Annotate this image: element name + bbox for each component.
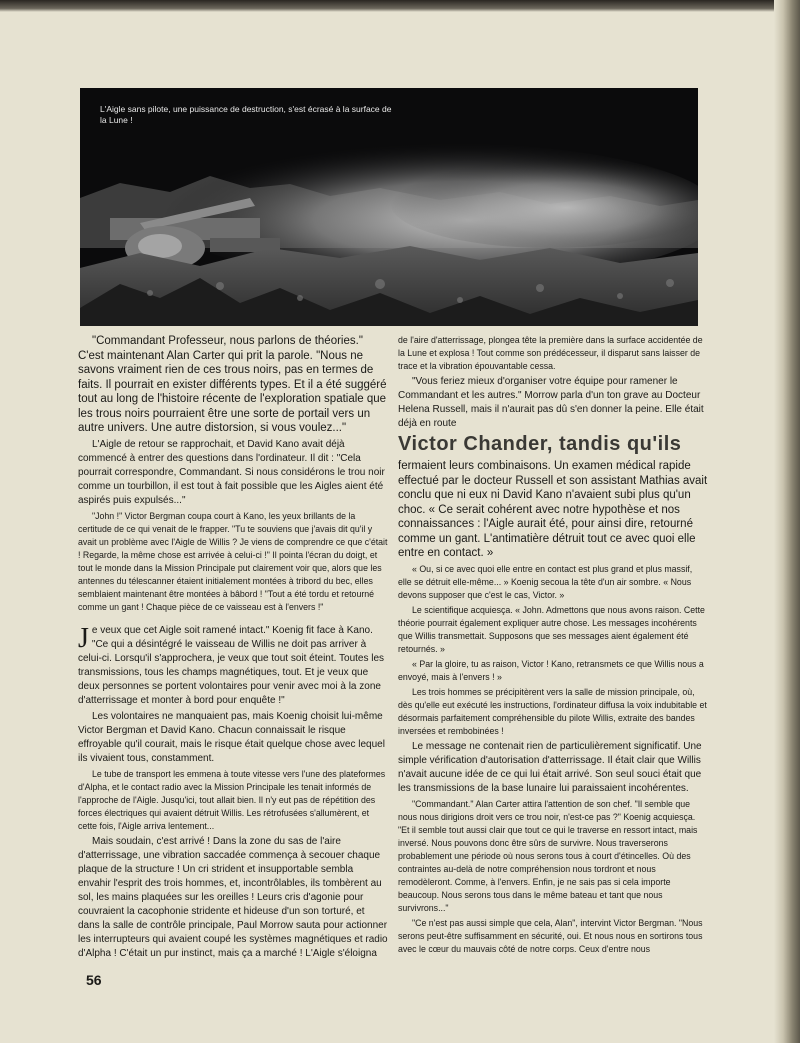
paragraph: Les trois hommes se précipitèrent vers la salle de mission principale, où, dès qu'elle eut exécuté les instructions, l'ordinateur diffusa la voix indubitable et désormais parfaitement compréhensible du pilote Willis, extraite des bandes inversées et rembobinées !	[398, 686, 707, 736]
paragraph-text: e veux que cet Aigle soit ramené intact." Koenig fit face à Kano. "Ce qui a désintégré le vaisseau de Willis ne doit pas arriver à celui-ci. Lorsqu'il s'approchera, je veux que tout soit éteint. Toutes les transmissions, tous les champs magnétiques, tout. Et je veux que deux personnes se portent volontaires pour venir avec moi à la zone d'atterrissage et monter à bord pour enquête !"	[78, 624, 385, 706]
paragraph: "John !" Victor Bergman coupa court à Kano, les yeux brillants de la certitude de ce qui venait de le frapper. "Tu te souviens que j'avais dit qu'il y avait un problème avec l'Aigle de Willis ? Je viens de comprendre ce que c'était ! Regarde, la même chose est arrivée à celui-ci !" Il pointa l'écran du doigt, et tout le monde dans la Mission Principale put clairement voir que, alors que les antennes du télescanner étaient initialement montées à tribord du bec, elles semblaient maintenant être montées à bâbord ! "Tout a été tordu et retourné comme un gant ! Chaque pièce de ce vaisseau est à l'envers !"	[78, 510, 388, 612]
paragraph: "Commandant Professeur, nous parlons de théories." C'est maintenant Alan Carter qui prit la parole. "Nous ne savons vraiment rien de ces trous noirs, pas en termes de faits. Il pourrait en exister différents types. Et il a été suggéré tout au long de l'histoire récente de l'exploration spatiale que les trous noirs pourraient être une sorte de portail vers un autre univers. Une autre distorsion, si vous voulez..."	[78, 335, 387, 434]
paragraph: de l'aire d'atterrissage, plongea tête la première dans la surface accidentée de la Lune et explosa ! Tout comme son prédécesseur, il disparut sans laisser de trace et la vibration épouvantable cessa.	[398, 335, 703, 371]
page-binding-shadow	[774, 0, 800, 1043]
text-column-left	[78, 334, 388, 963]
paragraph: "Commandant." Alan Carter attira l'attention de son chef. "Il semble que nous nous dirigions droit vers ce trou noir, n'est-ce pas ?" Koenig acquiesça. "Et il semble tout aussi clair que tout ce qui le traverse en ressort intact, mais inversé. Nous pouvons donc être sûrs de survivre. Nous traverserons probablement une période où nous serons tous à court d'étincelles. Où des contraintes au-delà de notre compréhension nous tordront et nous remodèleront. Comme, à l'envers. Enfin, je ne sais pas si cela importe beaucoup. Nous serons tous dans le même bateau et tant que nous survivrons..."	[398, 798, 698, 913]
text-column-right	[398, 334, 708, 958]
page-number: 56	[86, 972, 102, 988]
paragraph-with-dropcap	[78, 624, 388, 708]
paragraph: « Par la gloire, tu as raison, Victor ! Kano, retransmets ce que Willis nous a envoyé, mais à l'envers ! »	[398, 658, 704, 682]
paragraph: Le scientifique acquiesça. « John. Admettons que nous avons raison. Cette théorie pourrait également expliquer autre chose. Les messages incohérents que Willis transmettait. Supposons que ses messages aient également été retournés. »	[398, 604, 705, 654]
dropcap: J	[78, 622, 89, 654]
paragraph: fermaient leurs combinaisons. Un examen médical rapide effectué par le docteur Russell et son assistant Mathias avait conclu que ni eux ni David Kano n'avaient subi plus qu'un choc. « Ce serait cohérent avec notre hypothèse et nos connaissances : l'Aigle aurait été, pour ainsi dire, retourné comme un gant. L'antimatière détruit tout ce avec quoi elle entre en contact. »	[398, 460, 708, 559]
page-top-edge	[0, 0, 800, 12]
paragraph: « Ou, si ce avec quoi elle entre en contact est plus grand et plus massif, elle se détruit elle-même... » Koenig secoua la tête d'un air sombre. « Nous devons supposer que c'est le cas, Victor. »	[398, 563, 693, 600]
paragraph: "Vous feriez mieux d'organiser votre équipe pour ramener le Commandant et les autres." Morrow parla d'un ton grave au Docteur Helena Russell, mais il n'aurait pas dû s'en donner la peine. Elle était déjà en route	[398, 376, 704, 429]
pull-quote: Victor Chander, tandis qu'ils	[398, 433, 682, 455]
paragraph: Le message ne contenait rien de particulièrement significatif. Une simple vérification d'autorisation d'atterrissage. Il était clair que Willis n'avait aucune idée de ce qui lui était arrivé. Son seul souci était que les transmissions de la base lunaire lui paraissaient incohérentes.	[398, 740, 702, 794]
paragraph: Le tube de transport les emmena à toute vitesse vers l'une des plateformes d'Alpha, et le contact radio avec la Mission Principale les tenait informés de l'approche de l'Aigle. Jusqu'ici, tout allait bien. Il n'y eut pas de répétition des forces électriques qui avaient détruit Willis. Les rétrofusées s'allumèrent, et cette fois, l'Aigle arriva lentement...	[78, 768, 386, 831]
paragraph: L'Aigle de retour se rapprochait, et David Kano avait déjà commencé à entrer des questions dans l'ordinateur. Il dit : "Cela pourrait correspondre, Commandant. Si nous considérons le trou noir comme un tourbillon, il est tout à fait possible que les Aigles aient été aspirés puis expulsés..."	[78, 438, 385, 506]
paragraph: Mais soudain, c'est arrivé ! Dans la zone du sas de l'aire d'atterrissage, une vibration saccadée commença à secouer chaque plaque de la structure ! Un cri strident et insupportable sembla envahir l'esprit des trois hommes, et, incontrôlables, ils tombèrent au sol, les mains plaquées sur les oreilles ! Leurs cris d'agonie pour couvraient la cacophonie stridente et hideuse d'un son torturé, et dans la salle de contrôle principale, Paul Morrow sauta pour actionner les interrupteurs qui avaient coupé les systèmes magnétiques et radio d'Alpha ! C'était un pur instinct, mais ça a marché ! L'Aigle s'éloigna	[78, 835, 388, 959]
paragraph: "Ce n'est pas aussi simple que cela, Alan", intervint Victor Bergman. "Nous serons peut-être suffisamment en sécurité, oui. Et nous nous en sortirons tous avec le cœur du mauvais côté de notre corps. Ceux d'entre nous	[398, 917, 703, 954]
photo-caption: L'Aigle sans pilote, une puissance de destruction, s'est écrasé à la surface de la Lune !	[100, 104, 392, 125]
paragraph: Les volontaires ne manquaient pas, mais Koenig choisit lui-même Victor Bergman et David Kano. Chacun connaissait le risque effroyable qu'il courait, mais le risque était quelque chose avec lequel ils vivaient tous, constamment.	[78, 710, 385, 764]
